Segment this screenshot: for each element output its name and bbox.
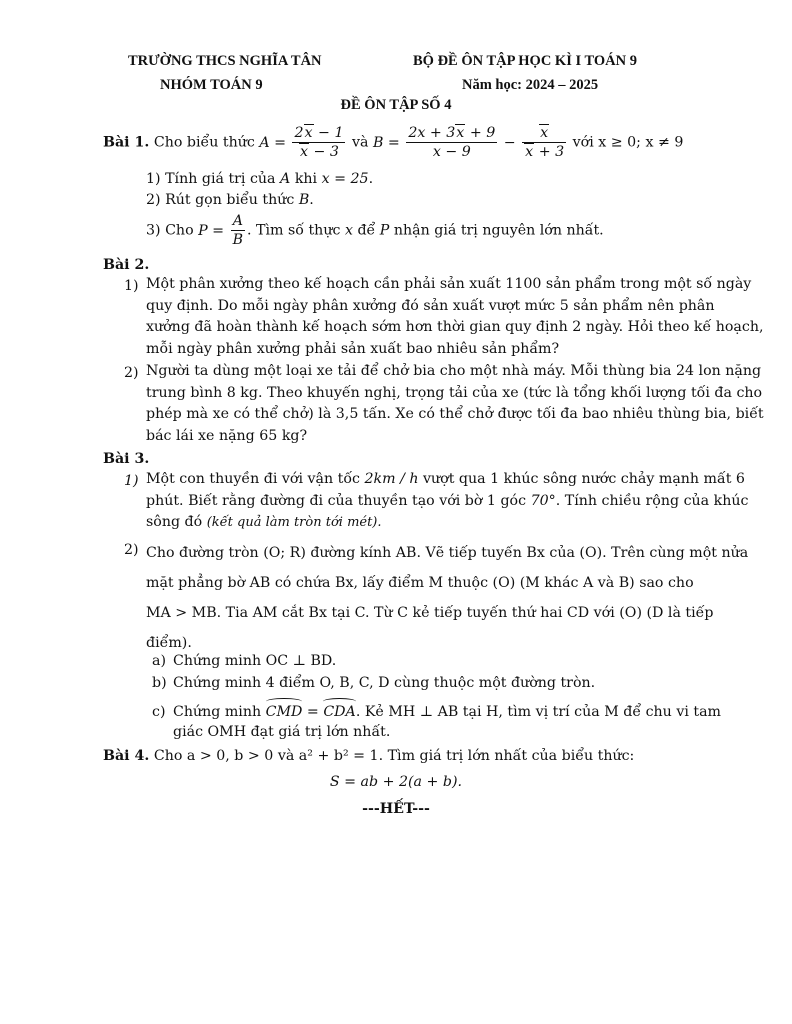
- bai1-q2-text: 2) Rút gọn biểu thức: [146, 192, 295, 208]
- bai3-a-text: Chứng minh OC ⊥ BD.: [173, 653, 337, 669]
- exam-title: ĐỀ ÔN TẬP SỐ 4: [340, 97, 452, 113]
- bai1-label: Bài 1.: [103, 134, 150, 151]
- bai4-formula: S = ab + 2(a + b).: [329, 774, 463, 790]
- bai3-p2-num: 2): [124, 542, 139, 558]
- end-marker: ---HẾT---: [362, 801, 430, 817]
- bai3-p2-line: Cho đường tròn (O; R) đường kính AB. Vẽ tiếp tuyến Bx của (O). Trên cùng một nửa: [146, 545, 749, 561]
- bai1-condition: với x ≥ 0; x ≠ 9: [572, 134, 684, 151]
- bai3-c-text: Chứng minh: [173, 704, 262, 720]
- bai3-angle: 70°: [530, 492, 556, 509]
- bai2-p1-line: mỗi ngày phân xưởng phải sản xuất bao nhiêu sản phẩm?: [146, 340, 560, 357]
- bai3-p1-note: (kết quả làm tròn tới mét).: [206, 515, 382, 530]
- bai2-p1-line: xưởng đã hoàn thành kế hoạch sớm hơn thời gian quy định 2 ngày. Hỏi theo kế hoạch,: [146, 319, 764, 335]
- bai4-statement: [103, 746, 634, 766]
- bai3-p1-text: vượt qua 1 khúc sông nước chảy mạnh mất 6: [423, 471, 745, 487]
- bai2-p1-line: Một phân xưởng theo kế hoạch cần phải sản xuất 1100 sản phẩm trong một số ngày: [146, 276, 752, 292]
- group-name: NHÓM TOÁN 9: [160, 77, 263, 93]
- school-name: TRƯỜNG THCS NGHĨA TÂN: [128, 53, 322, 69]
- var-p: P: [379, 222, 390, 239]
- bai1-statement: [103, 124, 683, 161]
- bai1-q2: 2) Rút gọn biểu thức B.: [146, 192, 314, 208]
- bai3-p1-line: [146, 512, 748, 534]
- bai3-p1-text: Một con thuyền đi với vận tốc: [146, 471, 360, 487]
- formula-a: A = $\frac{2x - 1}{x - 3}$: [259, 125, 344, 160]
- bai2-p2-line: trung bình 8 kg. Theo khuyến nghị, trọng tải của xe (tức là tổng khối lượng tối đa cho: [146, 384, 763, 401]
- bai1-q1-text: 1) Tính giá trị của: [146, 171, 276, 187]
- bai3-c-line2: giác OMH đạt giá trị lớn nhất.: [173, 724, 391, 740]
- bai1-q3: [146, 212, 604, 249]
- bai1-intro: Cho biểu thức: [153, 134, 255, 151]
- formula-p: P = $\frac{A}{B}$: [198, 213, 244, 248]
- bai2-label: Bài 2.: [103, 257, 150, 273]
- bai3-p1: [146, 469, 748, 534]
- bai3-p1-text: . Tính chiều rộng của khúc: [555, 492, 749, 509]
- bai4-text: Cho a > 0, b > 0 và a² + b² = 1. Tìm giá trị lớn nhất của biểu thức:: [153, 748, 635, 764]
- bai3-p1-line: [146, 491, 748, 513]
- bai1-q1: 1) Tính giá trị của A khi x = 25.: [146, 171, 374, 187]
- bai2-p2-line: phép mà xe có thể chở) là 3,5 tấn. Xe có thể chở được tối đa bao nhiêu thùng bia, biết: [146, 406, 764, 422]
- bai3-p1-text: sông đó: [146, 514, 203, 530]
- bai2-p2-line: Người ta dùng một loại xe tải để chở bia cho một nhà máy. Mỗi thùng bia 24 lon nặng: [146, 363, 762, 379]
- equals-sign: =: [306, 704, 319, 720]
- bai3-p2-line: mặt phẳng bờ AB có chứa Bx, lấy điểm M thuộc (O) (M khác A và B) sao cho: [146, 575, 694, 591]
- bai3-p1-num: 1): [124, 473, 139, 489]
- bai3-c-num: c): [152, 704, 166, 720]
- bai2-p2: [146, 361, 764, 447]
- bai1-q3-for: để: [357, 222, 376, 239]
- var-b: B: [298, 192, 310, 208]
- bai4-label: Bài 4.: [103, 748, 150, 764]
- bai3-speed: 2km / h: [364, 471, 419, 487]
- bai1-q3-text: 3) Cho: [146, 222, 194, 239]
- var-x: x: [344, 222, 353, 239]
- bai3-b-text: Chứng minh 4 điểm O, B, C, D cùng thuộc một đường tròn.: [173, 675, 596, 691]
- bai3-p1-line: [146, 469, 748, 491]
- bai3-p1-text: phút. Biết rằng đường đi của thuyền tạo với bờ 1 góc: [146, 492, 527, 509]
- bai2-p1: [146, 274, 763, 360]
- bai3-c-text: . Kẻ MH ⊥ AB tại H, tìm vị trí của M để chu vi tam: [355, 704, 721, 720]
- bai3-a-num: a): [152, 653, 166, 669]
- bai3-p2-line: MA > MB. Tia AM cắt Bx tại C. Từ C kẻ tiếp tuyến thứ hai CD với (O) (D là tiếp: [146, 605, 714, 621]
- bai3-b-num: b): [152, 675, 167, 691]
- bai3-p2: [146, 538, 748, 658]
- bai3-p2-line: điểm).: [146, 635, 192, 651]
- var-a: A: [280, 171, 291, 187]
- bai1-q1-value: x = 25: [321, 171, 369, 187]
- bai1-q3-tail: nhận giá trị nguyên lớn nhất.: [393, 222, 604, 239]
- bai1-q1-when: khi: [294, 171, 318, 187]
- bai2-p1-num: 1): [124, 278, 139, 294]
- formula-b: B = $\frac{2x + 3x + 9}{x - 9}$ − $\frac{x}{x + 3}$: [372, 125, 565, 160]
- bai1-and: và: [351, 134, 369, 151]
- set-title: BỘ ĐỀ ÔN TẬP HỌC KÌ I TOÁN 9: [413, 53, 637, 69]
- bai1-q3-find: . Tìm số thực: [247, 222, 341, 239]
- bai2-p2-line: bác lái xe nặng 65 kg?: [146, 427, 308, 444]
- bai3-label: Bài 3.: [103, 451, 150, 467]
- arc-cmd: CMD: [265, 704, 303, 720]
- arc-cda: CDA: [323, 704, 356, 720]
- bai3-c-line1: [173, 702, 721, 722]
- school-year: Năm học: 2024 – 2025: [462, 77, 599, 93]
- bai2-p1-line: quy định. Do mỗi ngày phân xưởng đó sản xuất vượt mức 5 sản phẩm nên phân: [146, 297, 715, 314]
- bai2-p2-num: 2): [124, 365, 139, 381]
